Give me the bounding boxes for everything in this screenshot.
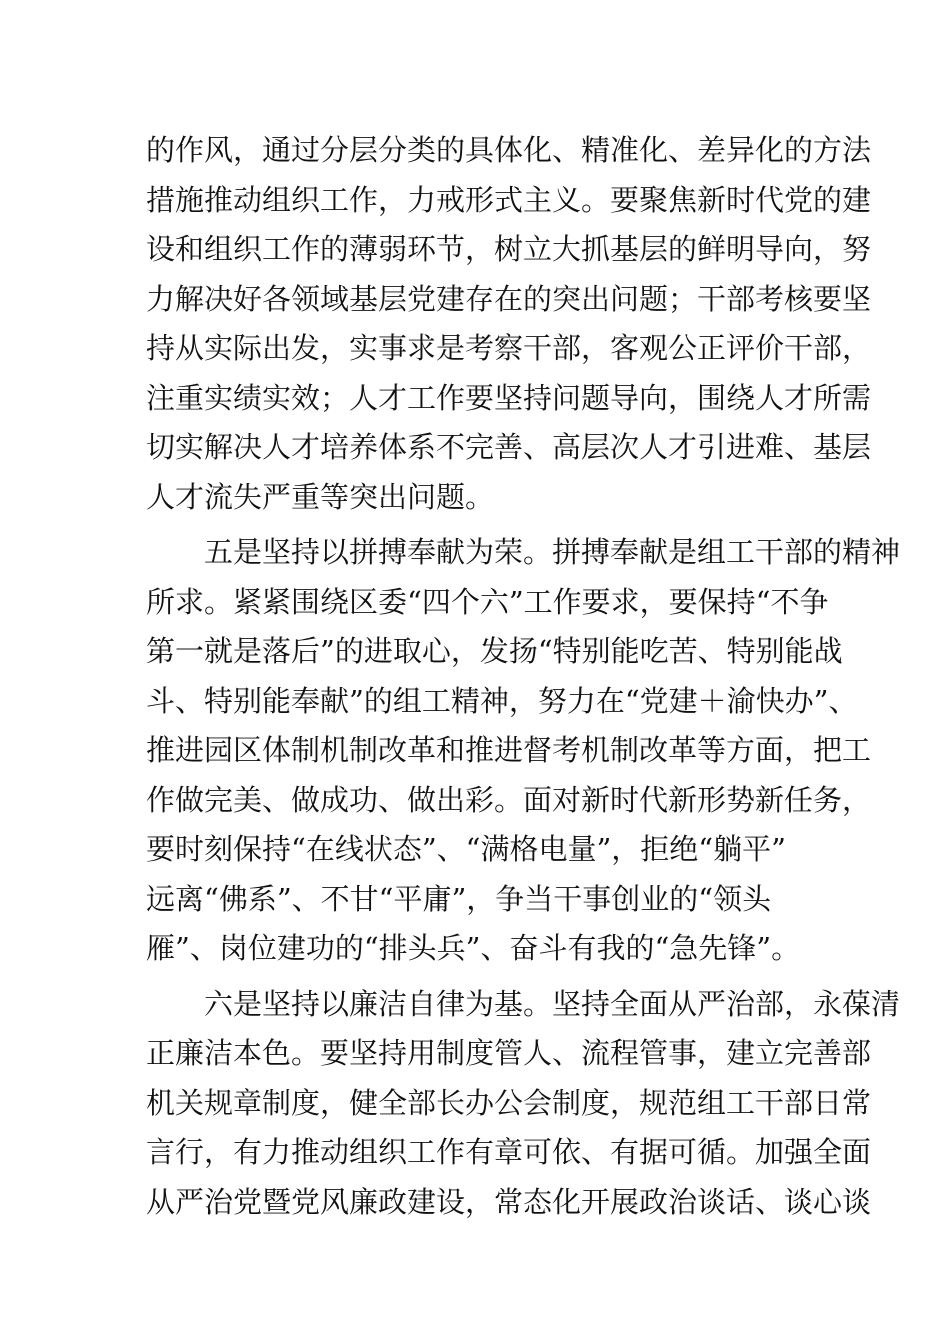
text-line: 斗、特别能奉献”的组工精神，努力在“党建＋渝快办”、	[146, 683, 858, 718]
text-line: 言行，有力推动组织工作有章可依、有据可循。加强全面	[146, 1135, 872, 1169]
text-line: 所求。紧紧围绕区委“四个六”工作要求，要保持“不争	[146, 584, 829, 619]
paragraph-2	[146, 528, 901, 974]
text-line: 作做完美、做成功、做出彩。面对新时代新形势新任务，	[146, 782, 872, 817]
text-line: 从严治党暨党风廉政建设，常态化开展政治谈话、谈心谈	[146, 1184, 872, 1219]
text-line: 的作风，通过分层分类的具体化、精准化、差异化的方法	[146, 133, 872, 167]
text-line: 五是坚持以拼搏奉献为荣。拼搏奉献是组工干部的精神	[146, 535, 901, 569]
text-line: 力解决好各领域基层党建存在的突出问题；干部考核要坚	[146, 281, 872, 316]
text-line: 远离“佛系”、不甘“平庸”，争当干事创业的“领头	[146, 881, 772, 916]
text-line: 第一就是落后”的进取心，发扬“特别能吃苦、特别能战	[146, 634, 843, 668]
text-line: 持从实际出发，实事求是考察干部，客观公正评价干部，	[146, 331, 872, 365]
text-line: 注重实绩实效；人才工作要坚持问题导向，围绕人才所需	[146, 380, 872, 415]
text-line: 推进园区体制机制改革和推进督考机制改革等方面，把工	[146, 733, 872, 767]
text-line: 人才流失严重等突出问题。	[146, 479, 495, 514]
text-line: 要时刻保持“在线状态”、“满格电量”，拒绝“躺平”	[146, 832, 786, 866]
body-text	[146, 126, 901, 1227]
text-line: 正廉洁本色。要坚持用制度管人、流程管事，建立完善部	[146, 1036, 872, 1070]
text-line: 设和组织工作的薄弱环节，树立大抓基层的鲜明导向，努	[146, 232, 872, 266]
text-line: 雁”、岗位建功的“排头兵”、奋斗有我的“急先锋”。	[146, 931, 801, 965]
text-line: 措施推动组织工作，力戒形式主义。要聚焦新时代党的建	[146, 182, 872, 217]
text-line: 切实解决人才培养体系不完善、高层次人才引进难、基层	[146, 430, 872, 464]
text-line: 机关规章制度，健全部长办公会制度，规范组工干部日常	[146, 1085, 872, 1120]
paragraph-1	[146, 126, 872, 522]
text-line: 六是坚持以廉洁自律为基。坚持全面从严治部，永葆清	[146, 986, 901, 1021]
paragraph-3	[146, 980, 901, 1228]
